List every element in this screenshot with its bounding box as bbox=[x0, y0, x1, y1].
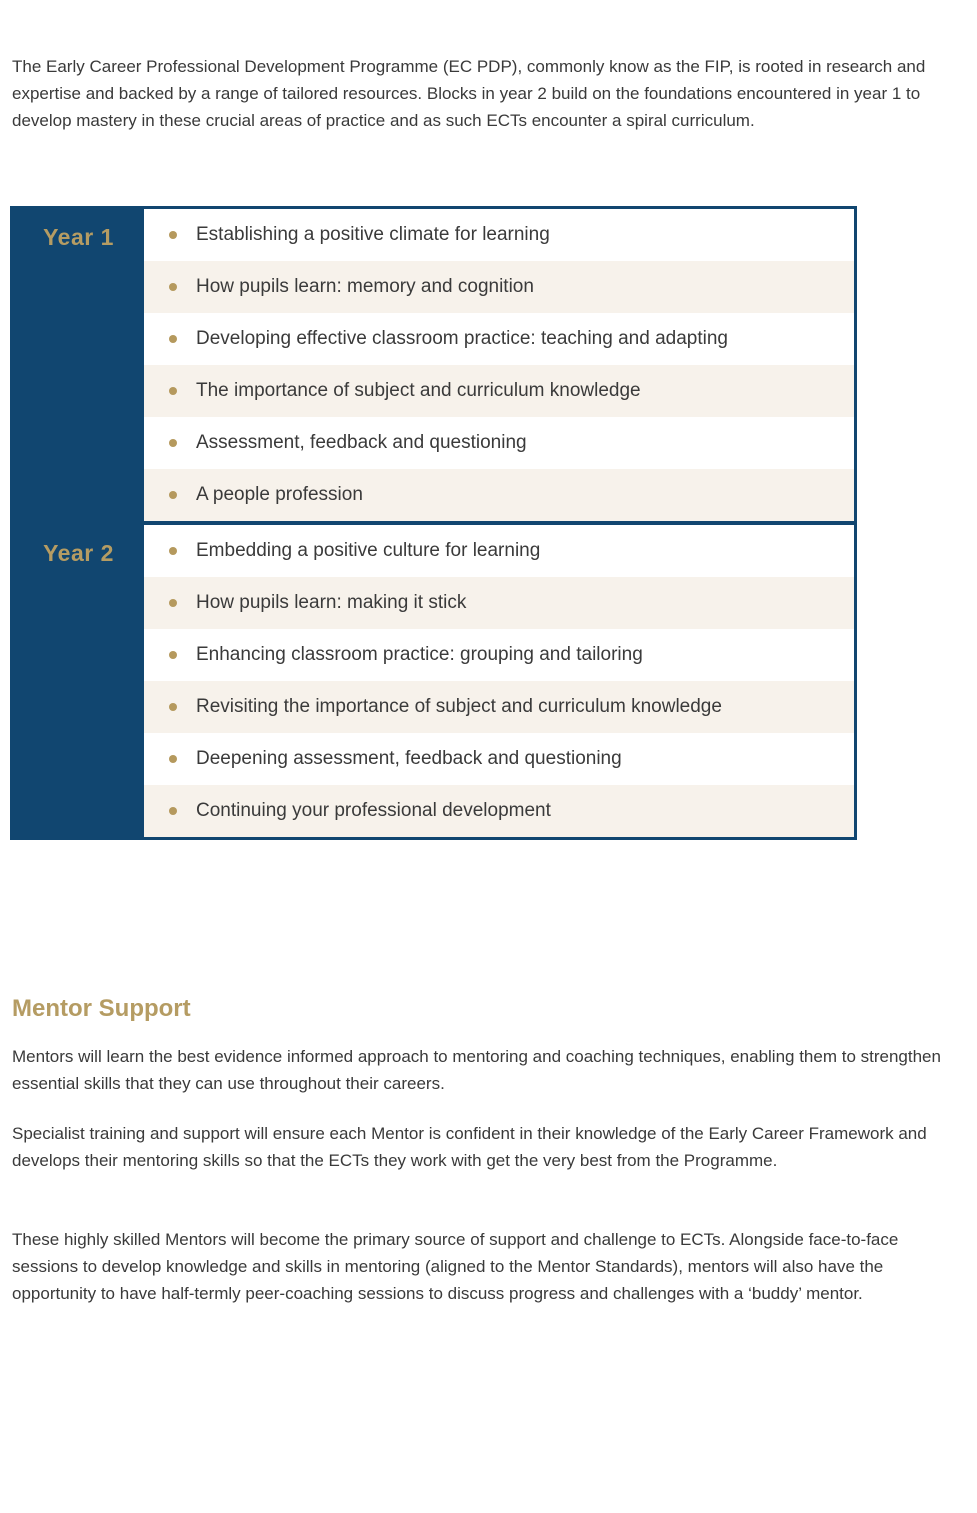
mentor-support-heading: Mentor Support bbox=[12, 994, 191, 1022]
row-label: A people profession bbox=[196, 484, 363, 505]
table-row bbox=[144, 469, 854, 521]
row-label: Continuing your professional development bbox=[196, 800, 551, 821]
year-1-label: Year 1 bbox=[43, 224, 114, 250]
table-row bbox=[144, 785, 854, 837]
bullet-icon bbox=[169, 283, 177, 291]
mentor-paragraph: Mentors will learn the best evidence informed approach to mentoring and coaching techniques, enabling them to strengthen essential skills that they can use throughout their careers. bbox=[12, 1047, 941, 1093]
year-sidebar bbox=[13, 209, 144, 837]
bullet-icon bbox=[169, 807, 177, 815]
table-row bbox=[144, 525, 854, 577]
curriculum-table bbox=[10, 206, 857, 840]
row-label: Enhancing classroom practice: grouping and tailoring bbox=[196, 644, 643, 665]
row-label: Developing effective classroom practice: teaching and adapting bbox=[196, 328, 728, 349]
table-row bbox=[144, 261, 854, 313]
table-row bbox=[144, 681, 854, 733]
row-label: Revisiting the importance of subject and curriculum knowledge bbox=[196, 696, 722, 717]
bullet-icon bbox=[169, 439, 177, 447]
table-row bbox=[144, 209, 854, 261]
year-2-label: Year 2 bbox=[43, 540, 114, 566]
row-label: How pupils learn: making it stick bbox=[196, 592, 467, 613]
table-row bbox=[144, 629, 854, 681]
table-row bbox=[144, 365, 854, 417]
bullet-icon bbox=[169, 231, 177, 239]
table-row bbox=[144, 417, 854, 469]
mentor-paragraph: These highly skilled Mentors will become the primary source of support and challenge to ECTs. Alongside face-to-face sessions to develop knowledge and skills in mentoring (aligned to the Mentor Standards), mentors will also have the opportunity to have half-termly peer-coaching sessions to discuss progress and challenges with a ‘buddy’ mentor. bbox=[12, 1230, 899, 1303]
table-row bbox=[144, 313, 854, 365]
row-label: Establishing a positive climate for learning bbox=[196, 224, 550, 245]
bullet-icon bbox=[169, 387, 177, 395]
row-label: Assessment, feedback and questioning bbox=[196, 432, 527, 453]
table-row bbox=[144, 577, 854, 629]
row-label: Embedding a positive culture for learning bbox=[196, 540, 541, 561]
bullet-icon bbox=[169, 651, 177, 659]
bullet-icon bbox=[169, 703, 177, 711]
bullet-icon bbox=[169, 755, 177, 763]
table-row bbox=[144, 733, 854, 785]
bullet-icon bbox=[169, 491, 177, 499]
row-label: The importance of subject and curriculum knowledge bbox=[196, 380, 641, 401]
intro-paragraph: The Early Career Professional Development Programme (EC PDP), commonly know as the FIP, is rooted in research and expertise and backed by a range of tailored resources. Blocks in year 2 build on the foundations encountered in year 1 to develop mastery in these crucial areas of practice and as such ECTs encounter a spiral curriculum. bbox=[12, 57, 926, 130]
curriculum-rows bbox=[144, 209, 854, 837]
row-label: How pupils learn: memory and cognition bbox=[196, 276, 534, 297]
row-label: Deepening assessment, feedback and questioning bbox=[196, 748, 622, 769]
bullet-icon bbox=[169, 599, 177, 607]
bullet-icon bbox=[169, 547, 177, 555]
bullet-icon bbox=[169, 335, 177, 343]
mentor-paragraph: Specialist training and support will ensure each Mentor is confident in their knowledge of the Early Career Framework and develops their mentoring skills so that the ECTs they work with get the very best from the Programme. bbox=[12, 1124, 927, 1170]
